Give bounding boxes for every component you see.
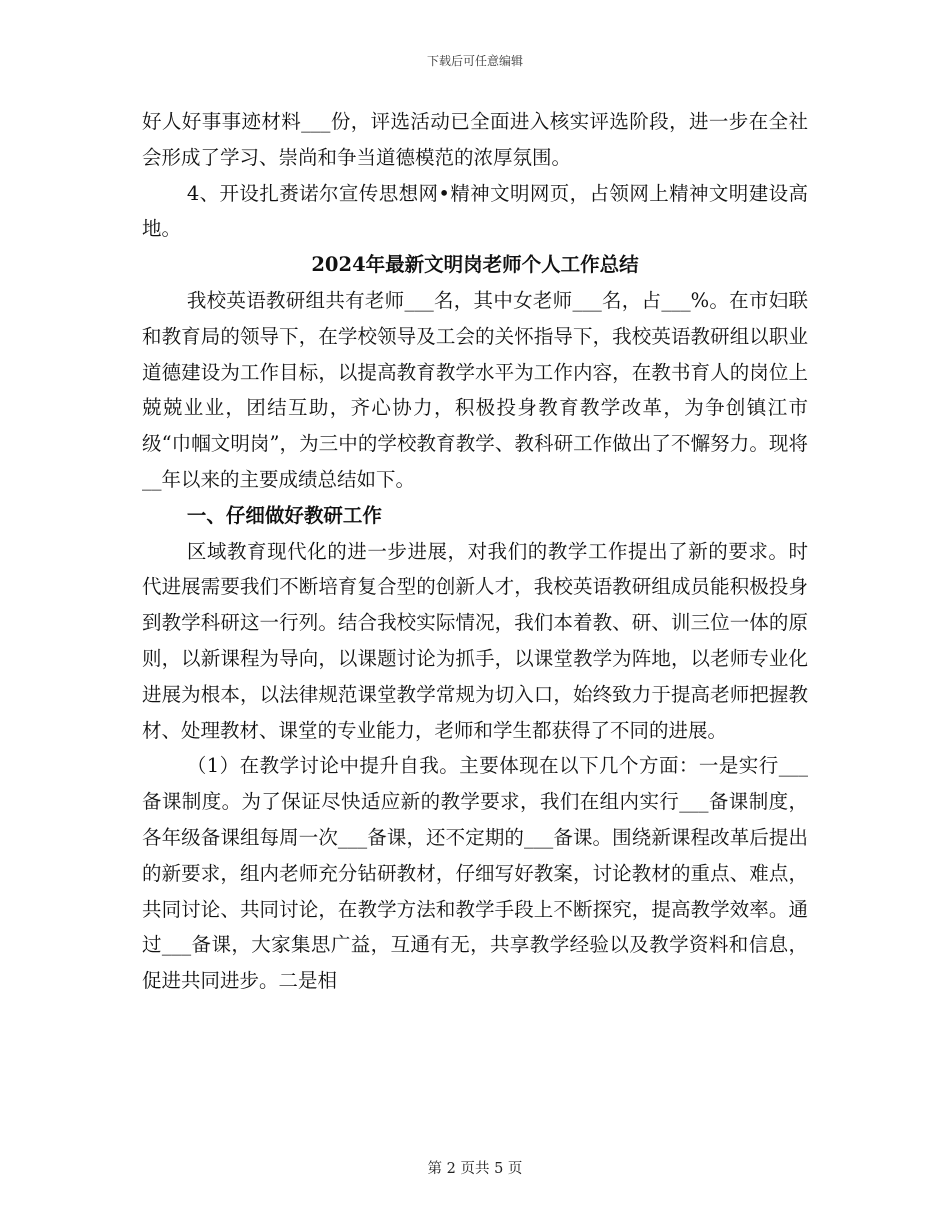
section-heading-1: 一、仔细做好教研工作 [186, 503, 382, 527]
paragraph-item-4: 4、开设扎赉诺尔宣传思想网•精神文明网页，占领网上精神文明建设高地。 [142, 181, 808, 241]
paragraph-subsection-1: （1）在教学讨论中提升自我。主要体现在以下几个方面：一是实行___备课制度。为了保证尽快适应新的教学要求，我们在组内实行___备课制度，各年级备课组每周一次___备课，还不定期的___备课。围绕新课程改革后提出的新要求，组内老师充分钻研教材，仔细写好教案，讨论教材的重点、难点，共同讨论、共同讨论，在教学方法和教学手段上不断探究，提高教学效率。通过___备课，大家集思广益，互通有无，共享教学经验以及教学资料和信息，促进共同进步。二是相 [142, 754, 808, 993]
paragraph-continuation: 好人好事事迹材料___份，评选活动已全面进入核实评选阶段，进一步在全社会形成了学习、崇尚和争当道德模范的浓厚氛围。 [142, 110, 808, 169]
document-body [142, 104, 808, 999]
paragraph-section-1: 区域教育现代化的进一步进展，对我们的教学工作提出了新的要求。时代进展需要我们不断培育复合型的创新人才，我校英语教研组成员能积极投身到教学科研这一行列。结合我校实际情况，我们本着教、研、训三位一体的原则，以新课程为导向，以课题讨论为抓手，以课堂教学为阵地，以老师专业化进展为根本，以法律规范课堂教学常规为切入口，始终致力于提高老师把握教材、处理教材、课堂的专业能力，老师和学生都获得了不同的进展。 [142, 539, 808, 742]
article-title: 2024年最新文明岗老师个人工作总结 [311, 253, 639, 277]
page-header-watermark: 下载后可任意编辑 [426, 54, 523, 68]
paragraph-intro: 我校英语教研组共有老师___名，其中女老师___名，占___%。在市妇联和教育局的领导下，在学校领导及工会的关怀指导下，我校英语教研组以职业道德建设为工作目标，以提高教育教学水平为工作内容，在教书育人的岗位上兢兢业业，团结互助，齐心协力，积极投身教育教学改革，为争创镇江市级“巾帼文明岗”，为三中的学校教育教学、教科研工作做出了不懈努力。现将__年以来的主要成绩总结如下。 [142, 288, 808, 491]
page-number-footer: 第 2 页共 5 页 [427, 1161, 523, 1177]
